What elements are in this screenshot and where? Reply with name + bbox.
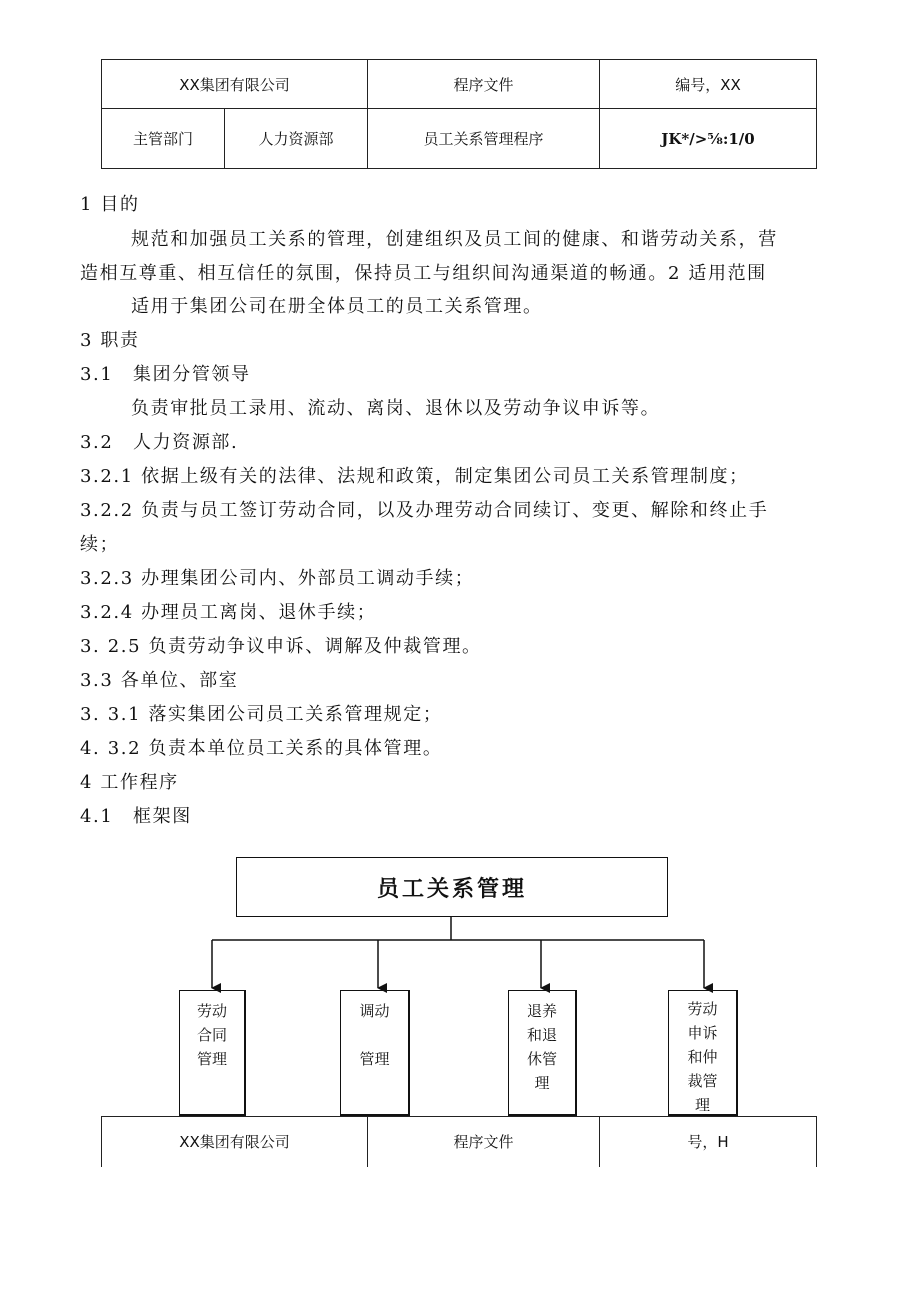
header-company: XX集团有限公司 [102, 60, 368, 109]
header-proc-name: 员工关系管理程序 [368, 109, 600, 169]
paragraph-line: 适用于集团公司在册全体员工的员工关系管理。 [131, 296, 543, 317]
paragraph-line: 3.2.1 依据上级有关的法律、法规和政策，制定集团公司员工关系管理制度； [80, 466, 749, 487]
paragraph-line: 3.2.4 办理员工离岗、退休手续； [80, 602, 377, 623]
footer-doc-type: 程序文件 [368, 1117, 600, 1167]
section-heading: 3 职责 [80, 330, 140, 351]
section-heading: 4 工作程序 [80, 772, 179, 793]
footer-number: 号，H [600, 1117, 817, 1167]
subsection-heading: 3.2 人力资源部. [80, 432, 239, 453]
box-retirement: 退养 和退 休管 理 [508, 990, 577, 1116]
header-dept-label: 主管部门 [102, 109, 225, 169]
header-number: 编号，XX [600, 60, 817, 109]
paragraph-line: 规范和加强员工关系的管理，创建组织及员工间的健康、和谐劳动关系，营 [131, 229, 778, 250]
diagram-root-box: 员工关系管理 [236, 857, 668, 917]
subsection-heading: 3.3 各单位、部室 [80, 670, 239, 691]
box-labor-contract: 劳动 合同 管理 [179, 990, 246, 1116]
header-doc-type: 程序文件 [368, 60, 600, 109]
footer-company: XX集团有限公司 [102, 1117, 368, 1167]
subsection-heading: 3.1 集团分管领导 [80, 364, 251, 385]
paragraph-line: 3. 3.1 落实集团公司员工关系管理规定； [80, 704, 443, 725]
paragraph-line: 3.2.2 负责与员工签订劳动合同，以及办理劳动合同续订、变更、解除和终止手 [80, 500, 769, 521]
paragraph-line: 造相互尊重、相互信任的氛围，保持员工与组织间沟通渠道的畅通。2 适用范围 [80, 263, 767, 284]
paragraph-line: 4. 3.2 负责本单位员工关系的具体管理。 [80, 738, 443, 759]
paragraph-line: 续； [80, 534, 120, 555]
box-dispute: 劳动 申诉 和仲 裁管 理 [668, 990, 738, 1116]
box-transfer: 调动 管理 [340, 990, 410, 1116]
paragraph-line: 3.2.3 办理集团公司内、外部员工调动手续； [80, 568, 475, 589]
subsection-heading: 4.1 框架图 [80, 806, 192, 827]
footer-table [101, 1116, 817, 1167]
section-heading: 1 目的 [80, 194, 140, 215]
header-code: JK*/>⅝:1/0 [600, 109, 817, 169]
paragraph-line: 3. 2.5 负责劳动争议申诉、调解及仲裁管理。 [80, 636, 482, 657]
header-dept-value: 人力资源部 [225, 109, 368, 169]
paragraph-line: 负责审批员工录用、流动、离岗、退休以及劳动争议申诉等。 [131, 398, 661, 419]
